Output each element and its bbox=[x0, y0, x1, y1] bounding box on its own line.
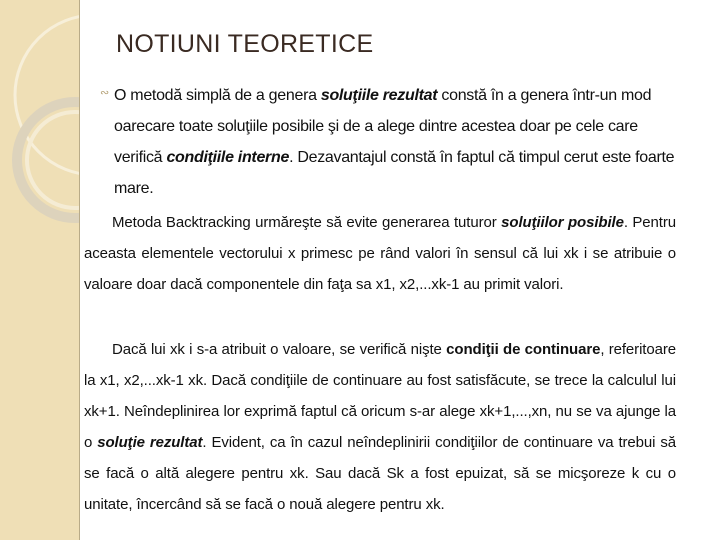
decorative-circles-icon bbox=[0, 0, 79, 540]
text: , referitoare la x1, x2,...xk-1 xk. Dacă condiţiile de continuare au fost satisfăcute, se trece la calculul lui xk+1. Neîndeplinirea lor exprimă faptul că oricum s-ar alege xk+1,...,xn, nu se va ajunge la o bbox=[84, 341, 676, 451]
emphasis: soluţiile rezultat bbox=[320, 87, 438, 104]
bullet-item bbox=[100, 80, 690, 204]
emphasis: condiţiile interne bbox=[166, 149, 290, 166]
text: . Dezavantajul constă în faptul că timpul cerut este foarte mare. bbox=[114, 149, 675, 197]
text: O metodă simplă de a genera bbox=[114, 87, 321, 104]
slide-title: NOTIUNI TEORETICE bbox=[116, 30, 374, 58]
text: constă în a genera într-un mod oarecare toate soluţiile posibile şi de a alege dintre acestea doar pe cele care verifică bbox=[114, 87, 652, 166]
text: Dacă lui xk i s-a atribuit o valoare, se verifică nişte bbox=[112, 341, 447, 358]
text: . Pentru aceasta elementele vectorului x primesc pe rând valori în sensul că lui xk i se atribuie o valoare doar dacă componentele din faţa sa x1, x2,...xk-1 au primit valori. bbox=[84, 214, 676, 293]
paragraph-conditions bbox=[84, 334, 676, 520]
emphasis: soluţiilor posibile bbox=[501, 214, 624, 231]
bullet-icon: ∾ bbox=[100, 87, 110, 99]
emphasis: condiţii de continuare bbox=[446, 341, 601, 358]
text: . Evident, ca în cazul neîndeplinirii condiţiilor de continuare va trebui să se facă o altă alegere pentru xk. Sau dacă Sk a fost epuizat, să se micşoreze k cu o unitate, încercând să se facă o nouă alegere pentru xk. bbox=[84, 434, 676, 513]
paragraph-backtracking bbox=[84, 207, 676, 300]
decorative-sidebar bbox=[0, 0, 80, 540]
emphasis: soluţie rezultat bbox=[97, 434, 203, 451]
text: Metoda Backtracking urmăreşte să evite generarea tuturor bbox=[112, 214, 502, 231]
bullet-text bbox=[114, 80, 690, 204]
